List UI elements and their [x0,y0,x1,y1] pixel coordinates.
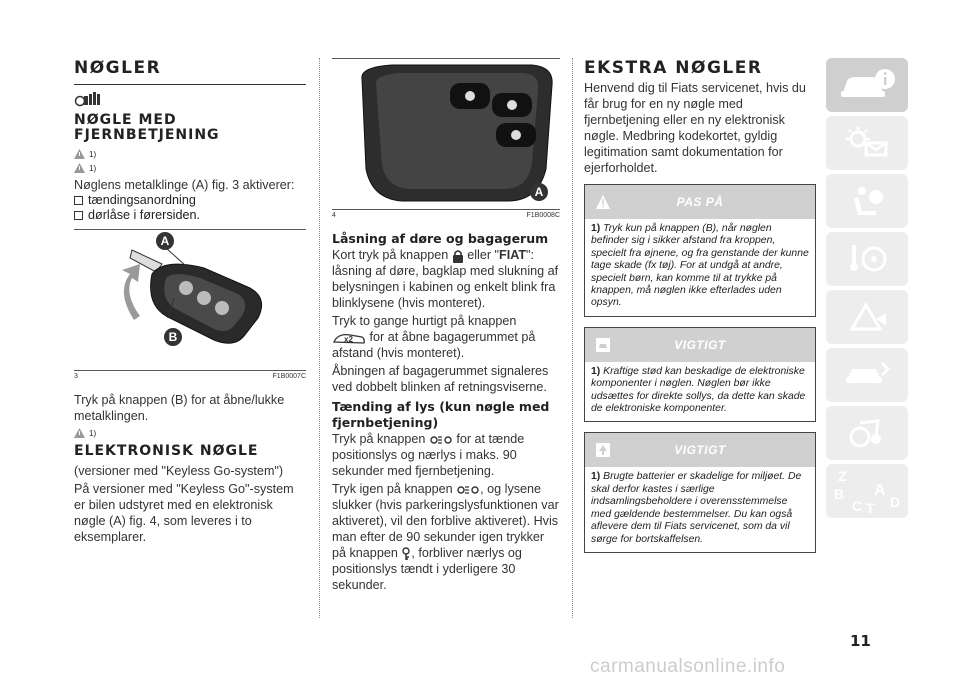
callout-a-label: A [534,185,544,199]
callout-b [164,328,182,346]
subtitle-remote-key [74,113,306,143]
note-number: 1) [591,365,601,377]
ref-number: 1) [89,149,97,159]
callout-a-label: A [160,234,170,248]
index-letter: Z [838,468,847,484]
section-title-extra-keys: EKSTRA NØGLER [584,58,763,78]
sidebar-tab-in-emergency[interactable] [826,290,908,344]
figure-4-electronic-key [332,59,560,209]
index-letter: C [852,498,863,514]
key-icon [74,91,306,107]
text-run: Tryk igen på knappen [332,482,453,496]
heading-locking: Låsning af døre og bagagerum [332,231,549,246]
figure-number: 3 [74,373,78,380]
sidebar-tab-index[interactable] [826,464,908,518]
figure-number: 4 [332,212,336,219]
figure-code: F1B0007C [272,373,306,380]
figure-3-caption [74,373,306,380]
column-divider-1 [319,58,320,618]
chapter-sidebar [826,58,908,522]
watermark: carmanualsonline.info [590,656,786,677]
text-run: for at tænde positionslys og nærlys i maks. 90 sekunder med fjernbetjening. [332,432,525,478]
technical-data-icon [842,415,892,451]
warning-box-body [585,219,815,316]
warning-box-title: VIGTIGT [674,337,726,352]
key-steering-icon [842,241,892,277]
heading-lights: Tænding af lys (kun nøgle med fjernbetjening) [332,399,550,430]
warning-box-header [585,433,815,467]
light-key-icon [429,433,453,447]
sidebar-tab-getting-to-know-car[interactable] [826,58,908,112]
figure-rule-bottom [74,370,306,371]
paragraph: Henvend dig til Fiats servicenet, hvis du får brug for en ny nøgle med fjernbetjening eller en ny elektronisk nøgle. Medbring kodekortet, gyldig legitimation samt dokumentation for ejerforholdet. [584,81,806,175]
warning-triangle-icon [74,428,85,438]
text-run: Tryk to gange hurtigt på knappen [332,314,517,328]
subtitle-electronic-key: ELEKTRONISK NØGLE [74,443,259,459]
warning-box-header [585,328,815,362]
text-run: Tryk på knappen [332,432,426,446]
title-rule [74,84,306,85]
note-number: 1) [591,223,601,234]
warning-box-title: VIGTIGT [674,443,726,458]
index-letter: D [890,494,901,510]
hazard-icon [842,299,892,335]
text-run: , og lysene slukker (hvis parkeringslysfunktionen var aktiveret), vil den forblive aktiveret). Hvis man efter de 90 sekunder igen trykker på knappen [332,482,559,560]
column-divider-2 [572,58,573,618]
warning-triangle-icon [595,194,611,210]
light-key-icon [456,483,480,497]
text-run: , forbliver nærlys og positionslys tændt i yderligere 30 sekunder. [332,546,522,592]
list-item [74,208,306,223]
sidebar-tab-maintenance[interactable] [826,348,908,402]
page-number: 11 [850,632,871,650]
paragraph: På versioner med "Keyless Go"-system er bilen udstyret med en elektronisk nøgle (A) fig. 4, som leveres i to eksemplarer. [74,482,294,544]
sidebar-tab-dashboard-lights[interactable] [826,116,908,170]
warning-triangle-icon [74,163,85,173]
figure-4-caption [332,212,560,219]
electronic-key-illustration [332,59,560,209]
maintenance-car-icon [842,357,892,393]
section-title-keys: NØGLER [74,58,162,78]
paragraph: (versioner med "Keyless Go-system") [74,464,284,478]
warning-box-title: PAS PÅ [676,195,724,209]
warning-box-caution [584,184,816,317]
paragraph: Tryk på knappen (B) for at åbne/lukke metalklingen. [74,393,285,423]
index-letter: T [866,500,875,516]
warning-box-body [585,362,815,422]
fiat-button-label: FIAT [499,248,527,262]
callout-b-label: B [168,330,178,344]
subtitle-line-2: FJERNBETJENING [74,127,220,143]
trunk-x2-icon [332,331,366,345]
callout-a [156,232,174,250]
note-text: Kraftige stød kan beskadige de elektroniske komponenter i nøglen. Nøglen bør ikke udsættes for direkte sollys, da dette kan skade de elektroniske komponenter. [591,365,806,415]
warning-ref-1 [74,147,306,161]
text-run: for at åbne bagagerummet på afstand (hvis monteret). [332,330,536,360]
list-item-text: tændingsanordning [88,193,196,207]
lock-icon [452,249,464,263]
index-letter: B [834,486,845,502]
text-run: ": låsning af døre, bagklap med slukning af belysningen i kabinen og enkelt blink fra blinklysene (hvis monteret). [332,248,559,310]
sidebar-tab-safety[interactable] [826,174,908,228]
flip-key-illustration [74,230,306,370]
paragraph: Nøglens metalklinge (A) fig. 3 aktiverer: [74,178,295,192]
text-run: Kort tryk på knappen [332,248,449,262]
bullet-square-icon [74,196,83,205]
ref-number: 1) [89,428,97,438]
note-text: Brugte batterier er skadelige for miljøet. De skal derfor kastes i særlige indsamlingsbeholdere i overensstemmelse med gældende bestemmelser. Du kan også aflevere dem til Fiats servicenet, som da vil sørge for bortskaffelsen. [591,471,802,545]
column-right [584,58,816,553]
paragraph-locking [332,247,560,311]
ref-number: 1) [89,163,97,173]
warning-box-header [585,185,815,219]
airbag-seat-icon [842,183,892,219]
car-damage-icon [595,337,611,353]
key-symbol-icon [401,547,411,561]
figure-code: F1B0008C [526,212,560,219]
list-item [74,193,306,208]
sidebar-tab-technical-data[interactable] [826,406,908,460]
paragraph-trunk [332,313,560,361]
paragraph: Åbningen af bagagerummet signaleres ved dobbelt blinken af retningsviserne. [332,364,549,394]
note-text: Tryk kun på knappen (B), når nøglen befinder sig i sikker afstand fra kroppen, specielt fra øjnene, og fra genstande der kunne tage skade (fx tøj). For at undgå at andre, specielt børn, kan komme til at trykke på knappen, må nøglen ikke efterlades uden opsyn. [591,223,809,309]
paragraph-lights-off [332,481,560,593]
tree-environment-icon [595,442,611,458]
warning-triangle-icon [74,149,85,159]
warning-lights-icon [842,125,892,161]
bullet-square-icon [74,211,83,220]
callout-a [530,183,548,201]
index-letter: A [874,482,886,499]
warning-box-important-2 [584,432,816,552]
list-item-text: dørlåse i førersiden. [88,208,200,222]
info-ref-1 [74,161,306,175]
sidebar-tab-starting-driving[interactable] [826,232,908,286]
warning-ref-3 [74,426,306,440]
x2-label: x2 [344,334,353,344]
subtitle-line-1: NØGLE MED [74,112,177,128]
column-middle [332,58,560,593]
figure-3-remote-key [74,230,306,370]
paragraph-lights [332,431,560,479]
text-run: eller " [467,248,499,262]
note-number: 1) [591,471,601,483]
warning-box-body [585,467,815,551]
car-info-icon [837,67,897,103]
figure-rule-bottom [332,209,560,210]
column-left [74,58,306,545]
warning-box-important-1 [584,327,816,423]
